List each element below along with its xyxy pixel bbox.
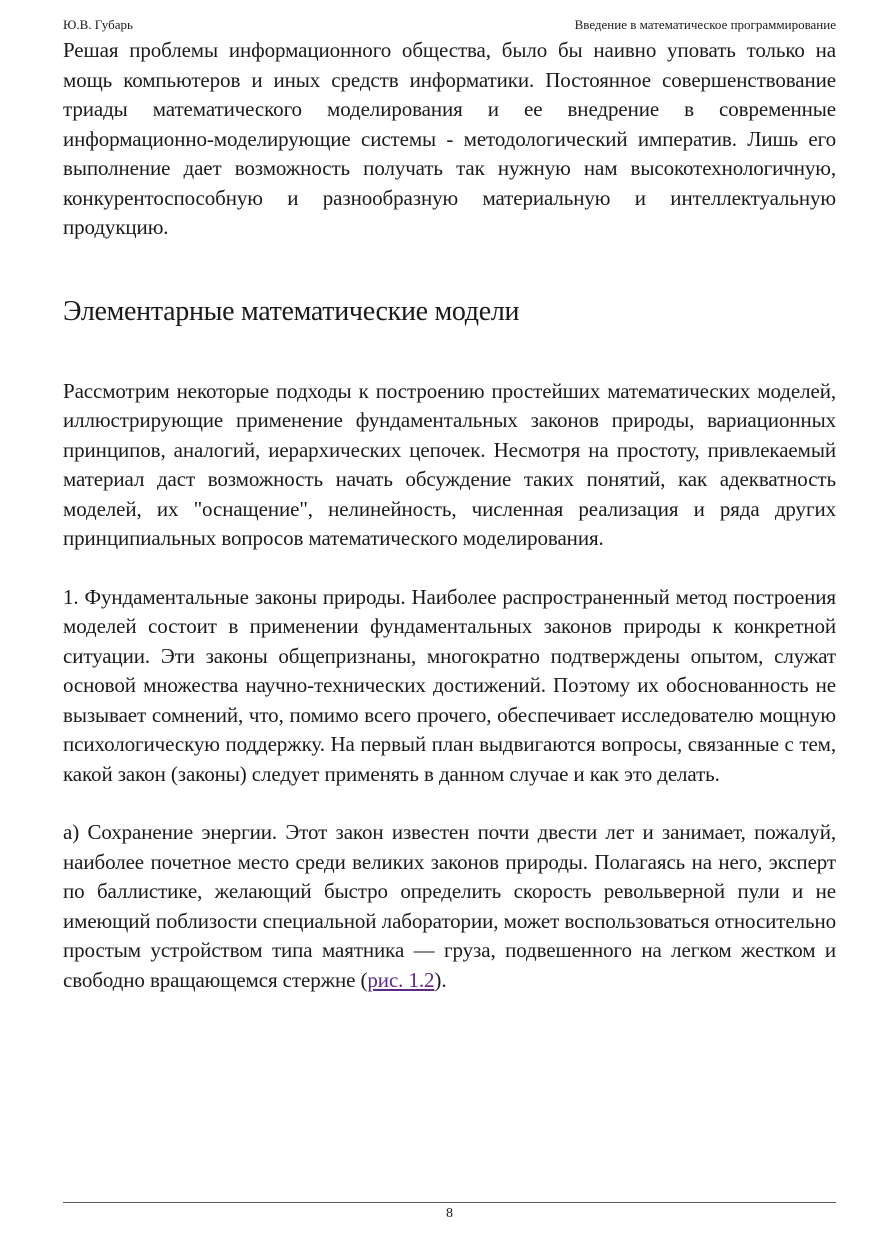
paragraph-fundamental-laws: 1. Фундаментальные законы природы. Наиболее распространенный метод построения моделей состоит в применении фундаментальных законов природы к конкретной ситуации. Эти законы общепризнаны, многократно подтверждены опытом, служат основой множества научно-технических достижений. Поэтому их обоснованность не вызывает сомнений, что, помимо всего прочего, обеспечивает исследователю мощную психологическую поддержку. На первый план выдвигаются вопросы, связанные с тем, какой закон (законы) следует применять в данном случае и как это делать. — [63, 584, 836, 786]
document-page — [63, 0, 836, 1241]
paragraph-intro: Решая проблемы информационного общества, было бы наивно уповать только на мощь компьютеров и иных средств информатики. Постоянное совершенствование триады математического моделирования и ее внедрение в современные информационно-моделирующие системы - методологический императив. Лишь его выполнение дает возможность получать так нужную нам высокотехнологичную, конкурентоспособную и разнообразную материальную и интеллектуальную продукцию. — [63, 38, 836, 239]
running-header — [63, 16, 836, 34]
figure-link[interactable]: рис. 1.2 — [367, 967, 435, 992]
paragraph-energy-end: ). — [434, 967, 447, 992]
paragraph-energy-conservation — [63, 818, 836, 995]
paragraph-overview: Рассмотрим некоторые подходы к построению простейших математических моделей, иллюстрирующие применение фундаментальных законов природы, вариационных принципов, аналогий, иерархических цепочек. Несмотря на простоту, привлекаемый материал даст возможность начать обсуждение таких понятий, как адекватность моделей, их "оснащение", нелинейность, численная реализация и ряда других принципиальных вопросов математического моделирования. — [63, 378, 836, 550]
footer-divider — [63, 1202, 836, 1203]
paragraph-energy-text: а) Сохранение энергии. Этот закон известен почти двести лет и занимает, пожалуй, наиболее почетное место среди великих законов природы. Полагаясь на него, эксперт по баллистике, желающий быстро определить скорость револьверной пули и не имеющий поблизости специальной лаборатории, может воспользоваться относительно простым устройством типа маятника — груза, подвешенного на легком жестком и свободно вращающемся стержне ( — [63, 820, 836, 992]
page-number: 8 — [446, 1206, 453, 1221]
page-content — [63, 36, 836, 995]
header-book-title: Введение в математическое программирование — [574, 17, 836, 32]
header-author: Ю.В. Губарь — [63, 17, 133, 32]
section-heading: Элементарные математические модели — [63, 295, 520, 327]
